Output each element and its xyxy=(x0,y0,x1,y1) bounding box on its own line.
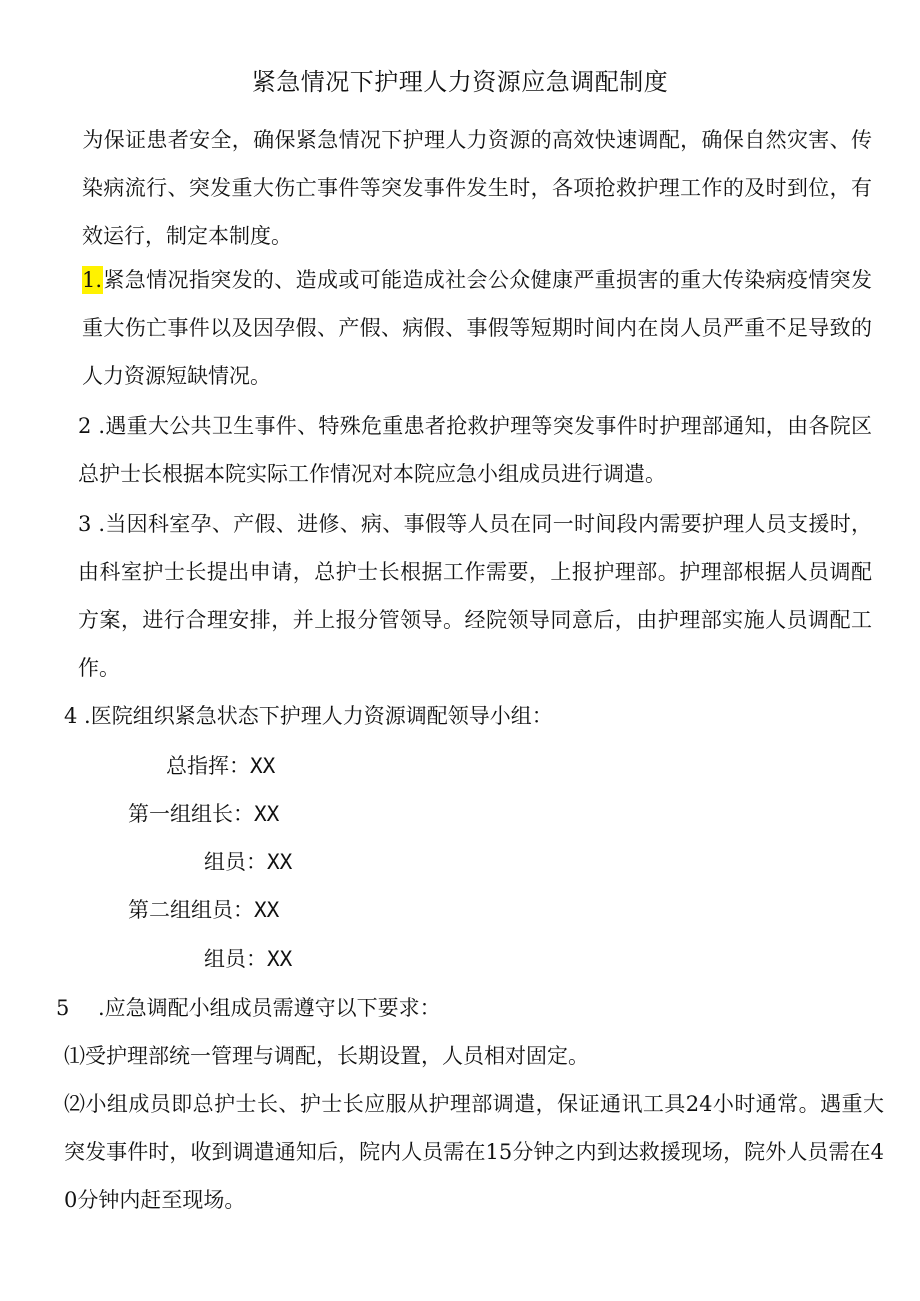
roster-value: XX xyxy=(254,898,280,922)
item-number: 4 . xyxy=(64,704,91,728)
sub-item-1 xyxy=(64,1032,589,1080)
roster-label: 组员： xyxy=(204,947,267,971)
list-item-4 xyxy=(64,692,553,740)
roster-label: 总指挥： xyxy=(166,754,250,778)
roster-value: XX xyxy=(267,947,293,971)
list-item-5 xyxy=(56,984,441,1032)
item-text: 紧急情况指突发的、造成或可能造成社会公众健康严重损害的重大传染病疫情突发重大伤亡事件以及因孕假、产假、病假、事假等短期时间内在岗人员严重不足导致的人力资源短缺情况。 xyxy=(82,268,872,388)
roster-label: 第一组组长： xyxy=(128,802,254,826)
roster-line xyxy=(204,935,292,983)
list-item-1 xyxy=(82,256,872,400)
item-number-highlighted: 1. xyxy=(82,268,103,292)
page-title: 紧急情况下护理人力资源应急调配制度 xyxy=(251,68,669,96)
sub-item-text: ⑵小组成员即总护士长、护士长应服从护理部调遣，保证通讯工具24小时通常。遇重大突发事件时，收到调遣通知后，院内人员需在15分钟之内到达救援现场，院外人员需在40分钟内赶至现场。 xyxy=(64,1092,884,1212)
intro-text: 为保证患者安全，确保紧急情况下护理人力资源的高效快速调配，确保自然灾害、传染病流行、突发重大伤亡事件等突发事件发生时，各项抢救护理工作的及时到位，有效运行，制定本制度。 xyxy=(82,128,872,248)
item-text: 遇重大公共卫生事件、特殊危重患者抢救护理等突发事件时护理部通知，由各院区总护士长根据本院实际工作情况对本院应急小组成员进行调遣。 xyxy=(78,414,873,486)
roster-value: XX xyxy=(267,850,293,874)
roster-value: XX xyxy=(250,754,276,778)
list-item-3 xyxy=(78,500,872,692)
item-number: 3 . xyxy=(78,512,106,536)
roster-line xyxy=(128,790,279,838)
list-item-2 xyxy=(78,402,872,498)
item-text: .应急调配小组成员需遵守以下要求： xyxy=(98,996,441,1020)
sub-item-text: ⑴受护理部统一管理与调配，长期设置，人员相对固定。 xyxy=(64,1044,589,1068)
roster-label: 组员： xyxy=(204,850,267,874)
roster-line xyxy=(204,838,292,886)
roster-value: XX xyxy=(254,802,280,826)
sub-item-2 xyxy=(64,1080,884,1224)
item-text: 医院组织紧急状态下护理人力资源调配领导小组： xyxy=(90,704,553,728)
intro-paragraph xyxy=(82,116,872,260)
item-text: 当因科室孕、产假、进修、病、事假等人员在同一时间段内需要护理人员支援时，由科室护士长提出申请，总护士长根据工作需要，上报护理部。护理部根据人员调配方案，进行合理安排，并上报分管领导。经院领导同意后，由护理部实施人员调配工作。 xyxy=(78,512,873,680)
roster-label: 第二组组员： xyxy=(128,898,254,922)
roster-line xyxy=(128,886,279,934)
item-number: 5 xyxy=(56,996,70,1020)
item-number: 2 . xyxy=(78,414,106,438)
roster-line xyxy=(166,742,275,790)
